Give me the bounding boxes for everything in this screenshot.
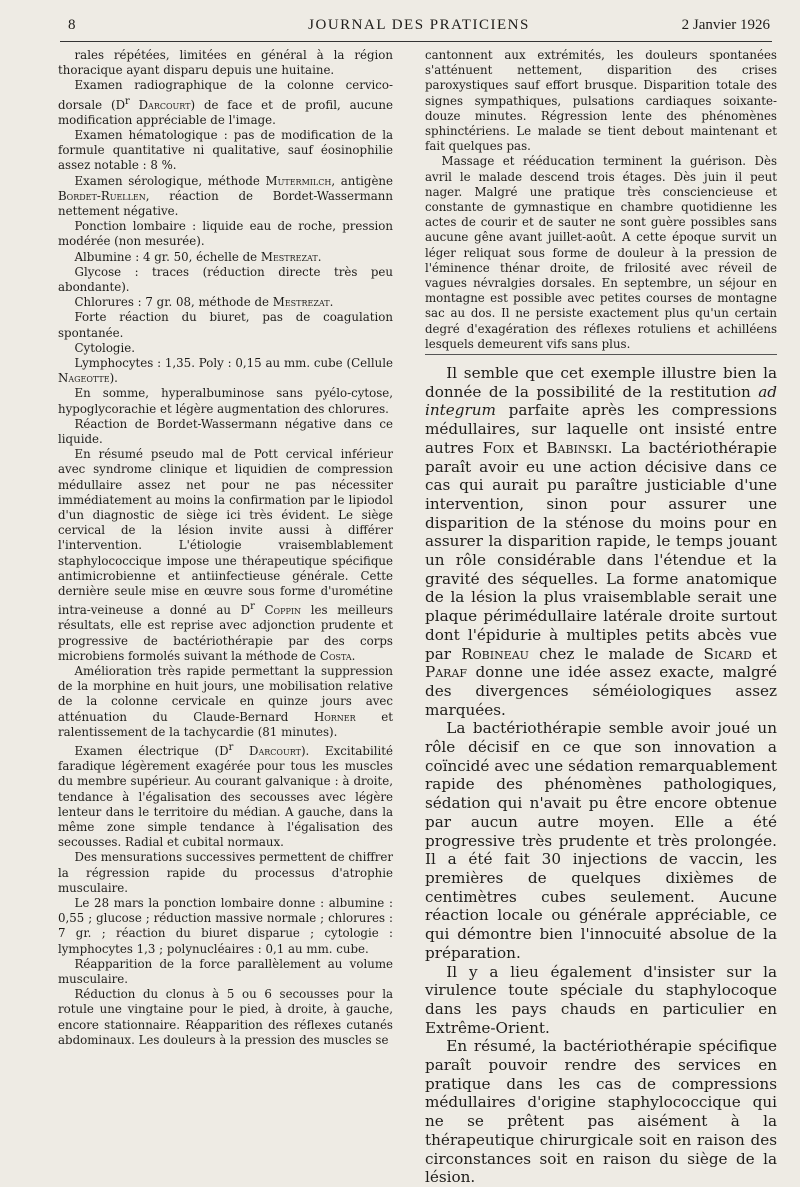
page-number: 8 (68, 17, 76, 33)
text-run: Costa (319, 648, 352, 663)
text-run (255, 603, 265, 617)
left-column (58, 48, 393, 1048)
paragraph (58, 896, 393, 957)
text-run: Lymphocytes : 1,35. Poly : 0,15 au mm. cube (Cellule (74, 355, 393, 370)
text-run: Albumine : 4 gr. 50, échelle de (74, 249, 261, 264)
text-run: . (351, 648, 356, 663)
text-run (130, 98, 139, 112)
text-run: . (317, 249, 322, 264)
text-run: Babinski (546, 438, 608, 457)
text-run: r (250, 601, 255, 613)
text-run: Examen électrique (D (74, 743, 229, 758)
text-run: Réapparition de la force parallèlement au volume musculaire. (58, 956, 393, 986)
text-run: Il y a lieu également d'insister sur la virulence toute spéciale du staphylocoque dans les pays chauds en particulier en Extrême-Orient. (425, 962, 777, 1037)
text-run: Ponction lombaire : liquide eau de roche, pression modérée (non mesurée). (58, 219, 393, 249)
text-run: Examen hématologique : pas de modification de la formule quantitative ni qualitative, sauf éosinophilie assez notable : 8 %. (58, 127, 393, 173)
text-run: et (514, 438, 547, 457)
text-run: ad integrum (425, 382, 777, 420)
text-run: chez le malade de (528, 644, 704, 663)
text-run: Examen radiographique de la colonne cervico-dorsale (D (58, 78, 393, 112)
journal-title: JOURNAL DES PRATICIENS (308, 17, 530, 33)
paragraph (58, 265, 393, 295)
text-run: Massage et rééducation terminent la guérison. Dès avril le malade descend trois étages. Dès juin il peut nager. Malgré une pratique très consciencieuse et constante de gymnastique en chambre quotidienne les actes de courir et de sauter ne sont guère possibles sans aucune gêne avant juillet-août. A cette époque survit un léger reliquat sous forme de douleur à la pression de l'éminence thénar droite, de frilosité avec réveil de vagues névralgies dorsales. En septembre, un séjour en montagne est possible avec petites courses de montagne sac au dos. Il ne persiste exactement plus qu'un certain degré d'exagération des réflexes rotuliens et achilléens lesquels demeurent vifs sans plus. (425, 154, 777, 351)
text-run: En résumé pseudo mal de Pott cervical inférieur avec syndrome clinique et liquidien de compression médullaire assez net pour ne pas nécessiter immédiatement au moins la confirmation par le lipiodol d'un diagnostic de siège ici très évident. Le siège cervical de la lésion invite aussi à différer l'intervention. L'étiologie vraisemblablement staphylococcique impose une thérapeutique spécifique antimicrobienne et antiinfectieuse générale. Cette dernière seule mise en œuvre sous forme d'urométine intra-veineuse a donné au D (58, 447, 393, 618)
text-run: Sicard (703, 644, 752, 663)
text-run: Bordet-Ruellen (58, 188, 146, 203)
text-run: parfaite après les compressions médullaires, sur laquelle ont insisté entre autres (425, 401, 777, 457)
paragraph (58, 341, 393, 356)
text-run: Nageotte (58, 371, 110, 386)
paragraph (425, 1037, 777, 1187)
text-run: Darcourt (138, 97, 191, 112)
text-run: En résumé, la bactériothérapie spécifique paraît pouvoir rendre des services en pratique dans les cas de compressions médullaires d'origine staphylococcique qui ne se prêtent pas aisément à la thérapeutique chirurgicale soit en raison des circonstances soit en raison du siège de la lésion. (425, 1037, 777, 1187)
paragraph (58, 447, 393, 664)
text-run: Glycose : traces (réduction directe très peu abondante). (58, 264, 393, 294)
text-run (233, 744, 249, 758)
issue-date: 2 Janvier 1926 (681, 17, 770, 33)
paragraph (425, 719, 777, 962)
paragraph (58, 386, 393, 416)
paragraph (58, 174, 393, 220)
text-run: Mutermilch (265, 173, 332, 188)
text-run: . (329, 295, 334, 310)
paragraph (425, 154, 777, 352)
paragraph (58, 128, 393, 174)
text-run: Examen sérologique, méthode (74, 173, 266, 188)
paragraph (58, 48, 393, 78)
text-run: les meilleurs résultats, elle est reprise avec adjonction prudente et progressive de bactériothérapie par des corps microbiens formolés suivant la méthode de (58, 603, 393, 663)
text-run: Le 28 mars la ponction lombaire donne : albumine : 0,55 ; glucose ; réduction massive normale ; chlorures : 7 gr. ; réaction du biuret disparue ; cytologie : lymphocytes 1,3 ; polynucléaires : 0,1 au mm. cube. (58, 895, 393, 956)
paragraph (58, 310, 393, 340)
text-run: Paraf (425, 663, 468, 682)
text-run: rales répétées, limitées en général à la région thoracique ayant disparu depuis une huitaine. (58, 48, 393, 78)
text-run: Robineau (461, 644, 529, 663)
text-run: Réduction du clonus à 5 ou 6 secousses pour la rotule une vingtaine pour le pied, à droite, à gauche, encore stationnaire. Réapparition des réflexes cutanés abdominaux. Les douleurs à la pression des muscles se (58, 987, 393, 1047)
paragraph (58, 740, 393, 850)
text-run: Darcourt (249, 743, 301, 758)
text-run: Il semble que cet exemple illustre bien la donnée de la possibilité de la restitution (425, 364, 777, 401)
text-run: ) de face et de profil, aucune modification appréciable de l'image. (58, 97, 394, 127)
text-run: Chlorures : 7 gr. 08, méthode de (74, 295, 273, 310)
text-run: et ralentissement de la tachycardie (81 minutes). (58, 709, 393, 739)
text-run: Cytologie. (74, 340, 135, 355)
text-run: donne une idée assez exacte, malgré des divergences séméiologiques assez marquées. (425, 663, 777, 719)
text-run: , antigène (331, 173, 394, 188)
text-run: , réaction de Bordet-Wassermann nettement négative. (58, 188, 393, 218)
text-run: ). (109, 371, 118, 386)
paragraph (58, 356, 393, 386)
paragraph (58, 250, 393, 265)
text-run: Mestrezat (272, 295, 330, 310)
text-run: Réaction de Bordet-Wassermann négative dans ce liquide. (58, 416, 393, 446)
paragraph (58, 219, 393, 249)
text-run: Forte réaction du biuret, pas de coagulation spontanée. (58, 310, 393, 340)
right-column-discussion (425, 364, 778, 1187)
paragraph (425, 364, 777, 719)
paragraph (58, 957, 393, 987)
text-run: . La bactériothérapie paraît avoir eu une action décisive dans ce cas qui aurait pu paraître justiciable d'une intervention, sinon pour assurer une disparition de la sténose du moins pour en assurer la disparition rapide, le temps jouant un rôle considérable dans l'étendue et la gravité des séquelles. La forme anatomique de la lésion la plus vraisemblable serait une plaque périmédullaire latérale droite surtout dont l'épidurie à multiples petits abcès vue par (425, 438, 778, 663)
text-run: En somme, hyperalbuminose sans pyélo-cytose, hypoglycorachie et légère augmentation des chlorures. (58, 386, 393, 416)
text-run: Des mensurations successives permettent de chiffrer la régression rapide du processus d'atrophie musculaire. (58, 850, 393, 895)
text-run: ). Excitabilité faradique légèrement exagérée pour tous les muscles du membre supérieur. Au courant galvanique : à droite, tendance à l'égalisation des secousses avec légère lenteur dans le territoire du médian. A gauche, dans la même zone simple tendance à l'égalisation des secousses. Radial et cubital normaux. (58, 743, 393, 850)
paragraph (58, 664, 393, 740)
header-rule (60, 41, 772, 42)
text-run: Mestrezat (260, 249, 318, 264)
paragraph (58, 417, 393, 447)
section-separator (425, 354, 777, 355)
text-run: Horner (313, 709, 356, 724)
paragraph (58, 987, 393, 1048)
paragraph (58, 850, 393, 896)
text-run: cantonnent aux extrémités, les douleurs spontanées s'atténuent nettement, disparition des crises paroxystiques sauf effort brusque. Disparition totale des signes sympathiques, pulsations cardiaques soixante-douze minutes. Régression lente des phénomènes sphinctériens. Le malade se tient debout maintenant et fait quelques pas. (425, 48, 777, 154)
text-run: r (228, 741, 234, 753)
text-run: Coppin (264, 603, 302, 618)
paragraph (425, 963, 777, 1038)
text-run: et (751, 644, 777, 663)
paragraph (58, 78, 393, 128)
page-header (68, 15, 770, 41)
right-column-continuation (425, 48, 777, 350)
text-run: Foix (482, 438, 515, 457)
text-run: Amélioration très rapide permettant la suppression de la morphine en huit jours, une mobilisation relative de la colonne cervicale en quinze jours avec atténuation du Claude-Bernard (58, 663, 393, 724)
paragraph (425, 48, 777, 154)
text-run: r (125, 95, 130, 107)
text-run: La bactériothérapie semble avoir joué un rôle décisif en ce que son innovation a coïncidé avec une sédation remarquablement rapide des phénomènes pathologiques, sédation qui n'avait pu être encore obtenue par aucun autre moyen. Elle a été progressive très prudente et très prolongée. Il a été fait 30 injections de vaccin, les premières de quelques dixièmes de centimètres cubes seulement. Aucune réaction locale ou générale appréciable, ce qui démontre bien l'innocuité absolue de la préparation. (425, 719, 777, 962)
paragraph (58, 295, 393, 310)
